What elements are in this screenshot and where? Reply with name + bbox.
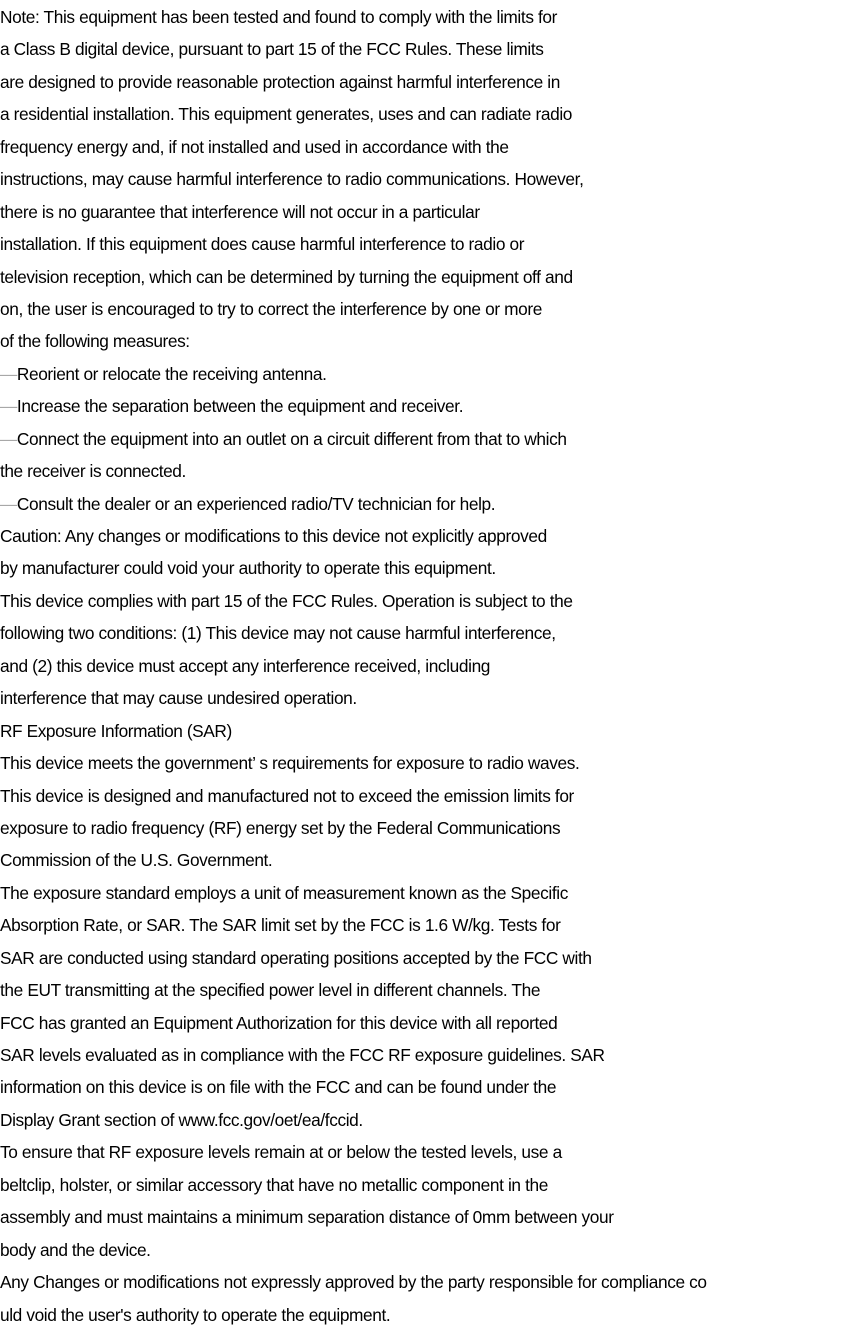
line-text: interference that may cause undesired operation. <box>0 688 357 709</box>
text-line <box>0 747 868 779</box>
line-text: Consult the dealer or an experienced radio/TV technician for help. <box>16 493 496 514</box>
line-text: assembly and must maintains a minimum separation distance of 0mm between your <box>0 1207 614 1228</box>
text-line <box>0 163 868 195</box>
line-text: To ensure that RF exposure levels remain at or below the tested levels, use a <box>0 1142 562 1163</box>
line-text: The exposure standard employs a unit of measurement known as the Specific <box>0 882 569 903</box>
text-line <box>0 1 868 33</box>
text-line <box>0 1201 868 1233</box>
text-line <box>0 1234 868 1266</box>
text-line <box>0 780 868 812</box>
line-text: body and the device. <box>0 1239 151 1260</box>
bullet-line <box>0 488 868 520</box>
line-text: This device is designed and manufactured not to exceed the emission limits for <box>0 785 574 806</box>
bullet-line <box>0 390 868 422</box>
em-dash-bullet: — <box>0 428 17 449</box>
text-line <box>0 1104 868 1136</box>
line-text: on, the user is encouraged to try to correct the interference by one or more <box>0 298 542 319</box>
line-text: uld void the user's authority to operate the equipment. <box>0 1304 391 1325</box>
line-text: following two conditions: (1) This device may not cause harmful interference, <box>0 623 556 644</box>
text-line <box>0 98 868 130</box>
line-text: Display Grant section of www.fcc.gov/oet/ea/fccid. <box>0 1109 363 1130</box>
em-dash-bullet: — <box>0 363 17 384</box>
line-text: of the following measures: <box>0 331 190 352</box>
text-line <box>0 682 868 714</box>
line-text: and (2) this device must accept any interference received, including <box>0 655 491 676</box>
text-line <box>0 293 868 325</box>
line-text: SAR are conducted using standard operating positions accepted by the FCC with <box>0 947 592 968</box>
text-line <box>0 228 868 260</box>
line-text: there is no guarantee that interference will not occur in a particular <box>0 201 480 222</box>
text-line <box>0 585 868 617</box>
text-line <box>0 877 868 909</box>
text-line <box>0 196 868 228</box>
text-line <box>0 1299 868 1331</box>
line-text: information on this device is on file with the FCC and can be found under the <box>0 1077 557 1098</box>
line-text: RF Exposure Information (SAR) <box>0 720 232 741</box>
text-line <box>0 455 868 487</box>
line-text: Caution: Any changes or modifications to this device not explicitly approved <box>0 526 547 546</box>
text-line <box>0 552 868 584</box>
text-line <box>0 909 868 941</box>
line-text: SAR levels evaluated as in compliance with the FCC RF exposure guidelines. SAR <box>0 1045 605 1065</box>
text-line <box>0 1071 868 1103</box>
line-text: Any Changes or modifications not expressly approved by the party responsible for compliance co <box>0 1272 707 1293</box>
line-text: FCC has granted an Equipment Authorization for this device with all reported <box>0 1012 558 1033</box>
text-line <box>0 1169 868 1201</box>
text-line <box>0 942 868 974</box>
text-line <box>0 1136 868 1168</box>
line-text: are designed to provide reasonable protection against harmful interference in <box>0 71 560 92</box>
line-text: by manufacturer could void your authority to operate this equipment. <box>0 558 496 579</box>
text-line <box>0 650 868 682</box>
line-text: Reorient or relocate the receiving antenna. <box>16 363 327 384</box>
text-line <box>0 1007 868 1039</box>
line-text: frequency energy and, if not installed and used in accordance with the <box>0 136 509 157</box>
text-line <box>0 261 868 293</box>
line-text: exposure to radio frequency (RF) energy set by the Federal Communications <box>0 817 561 838</box>
line-text: the receiver is connected. <box>0 461 186 482</box>
line-text: a residential installation. This equipment generates, uses and can radiate radio <box>0 104 573 125</box>
text-line <box>0 325 868 357</box>
line-text: Absorption Rate, or SAR. The SAR limit set by the FCC is 1.6 W/kg. Tests for <box>0 915 561 936</box>
line-text: the EUT transmitting at the specified power level in different channels. The <box>0 980 541 1001</box>
em-dash-bullet: — <box>0 396 17 417</box>
bullet-line <box>0 358 868 390</box>
text-line <box>0 66 868 98</box>
text-line <box>0 33 868 65</box>
bullet-line <box>0 423 868 455</box>
line-text: Note: This equipment has been tested and found to comply with the limits for <box>0 7 558 27</box>
line-text: beltclip, holster, or similar accessory that have no metallic component in the <box>0 1174 548 1195</box>
line-text: television reception, which can be determined by turning the equipment off and <box>0 266 573 287</box>
text-line <box>0 812 868 844</box>
text-line <box>0 520 868 552</box>
text-line <box>0 1266 868 1298</box>
text-line <box>0 131 868 163</box>
text-line <box>0 844 868 876</box>
line-text: Increase the separation between the equipment and receiver. <box>16 396 464 417</box>
line-text: installation. If this equipment does cause harmful interference to radio or <box>0 234 525 255</box>
line-text: Connect the equipment into an outlet on a circuit different from that to which <box>16 428 567 449</box>
text-line <box>0 1039 868 1071</box>
line-text: instructions, may cause harmful interference to radio communications. However, <box>0 169 584 190</box>
line-text: a Class B digital device, pursuant to part 15 of the FCC Rules. These limits <box>0 39 544 60</box>
line-text: This device complies with part 15 of the FCC Rules. Operation is subject to the <box>0 590 573 611</box>
text-line <box>0 617 868 649</box>
line-text: Commission of the U.S. Government. <box>0 850 273 871</box>
em-dash-bullet: — <box>0 493 17 514</box>
line-text: This device meets the government’ s requirements for exposure to radio waves. <box>0 753 580 774</box>
text-line <box>0 974 868 1006</box>
text-line <box>0 715 868 747</box>
